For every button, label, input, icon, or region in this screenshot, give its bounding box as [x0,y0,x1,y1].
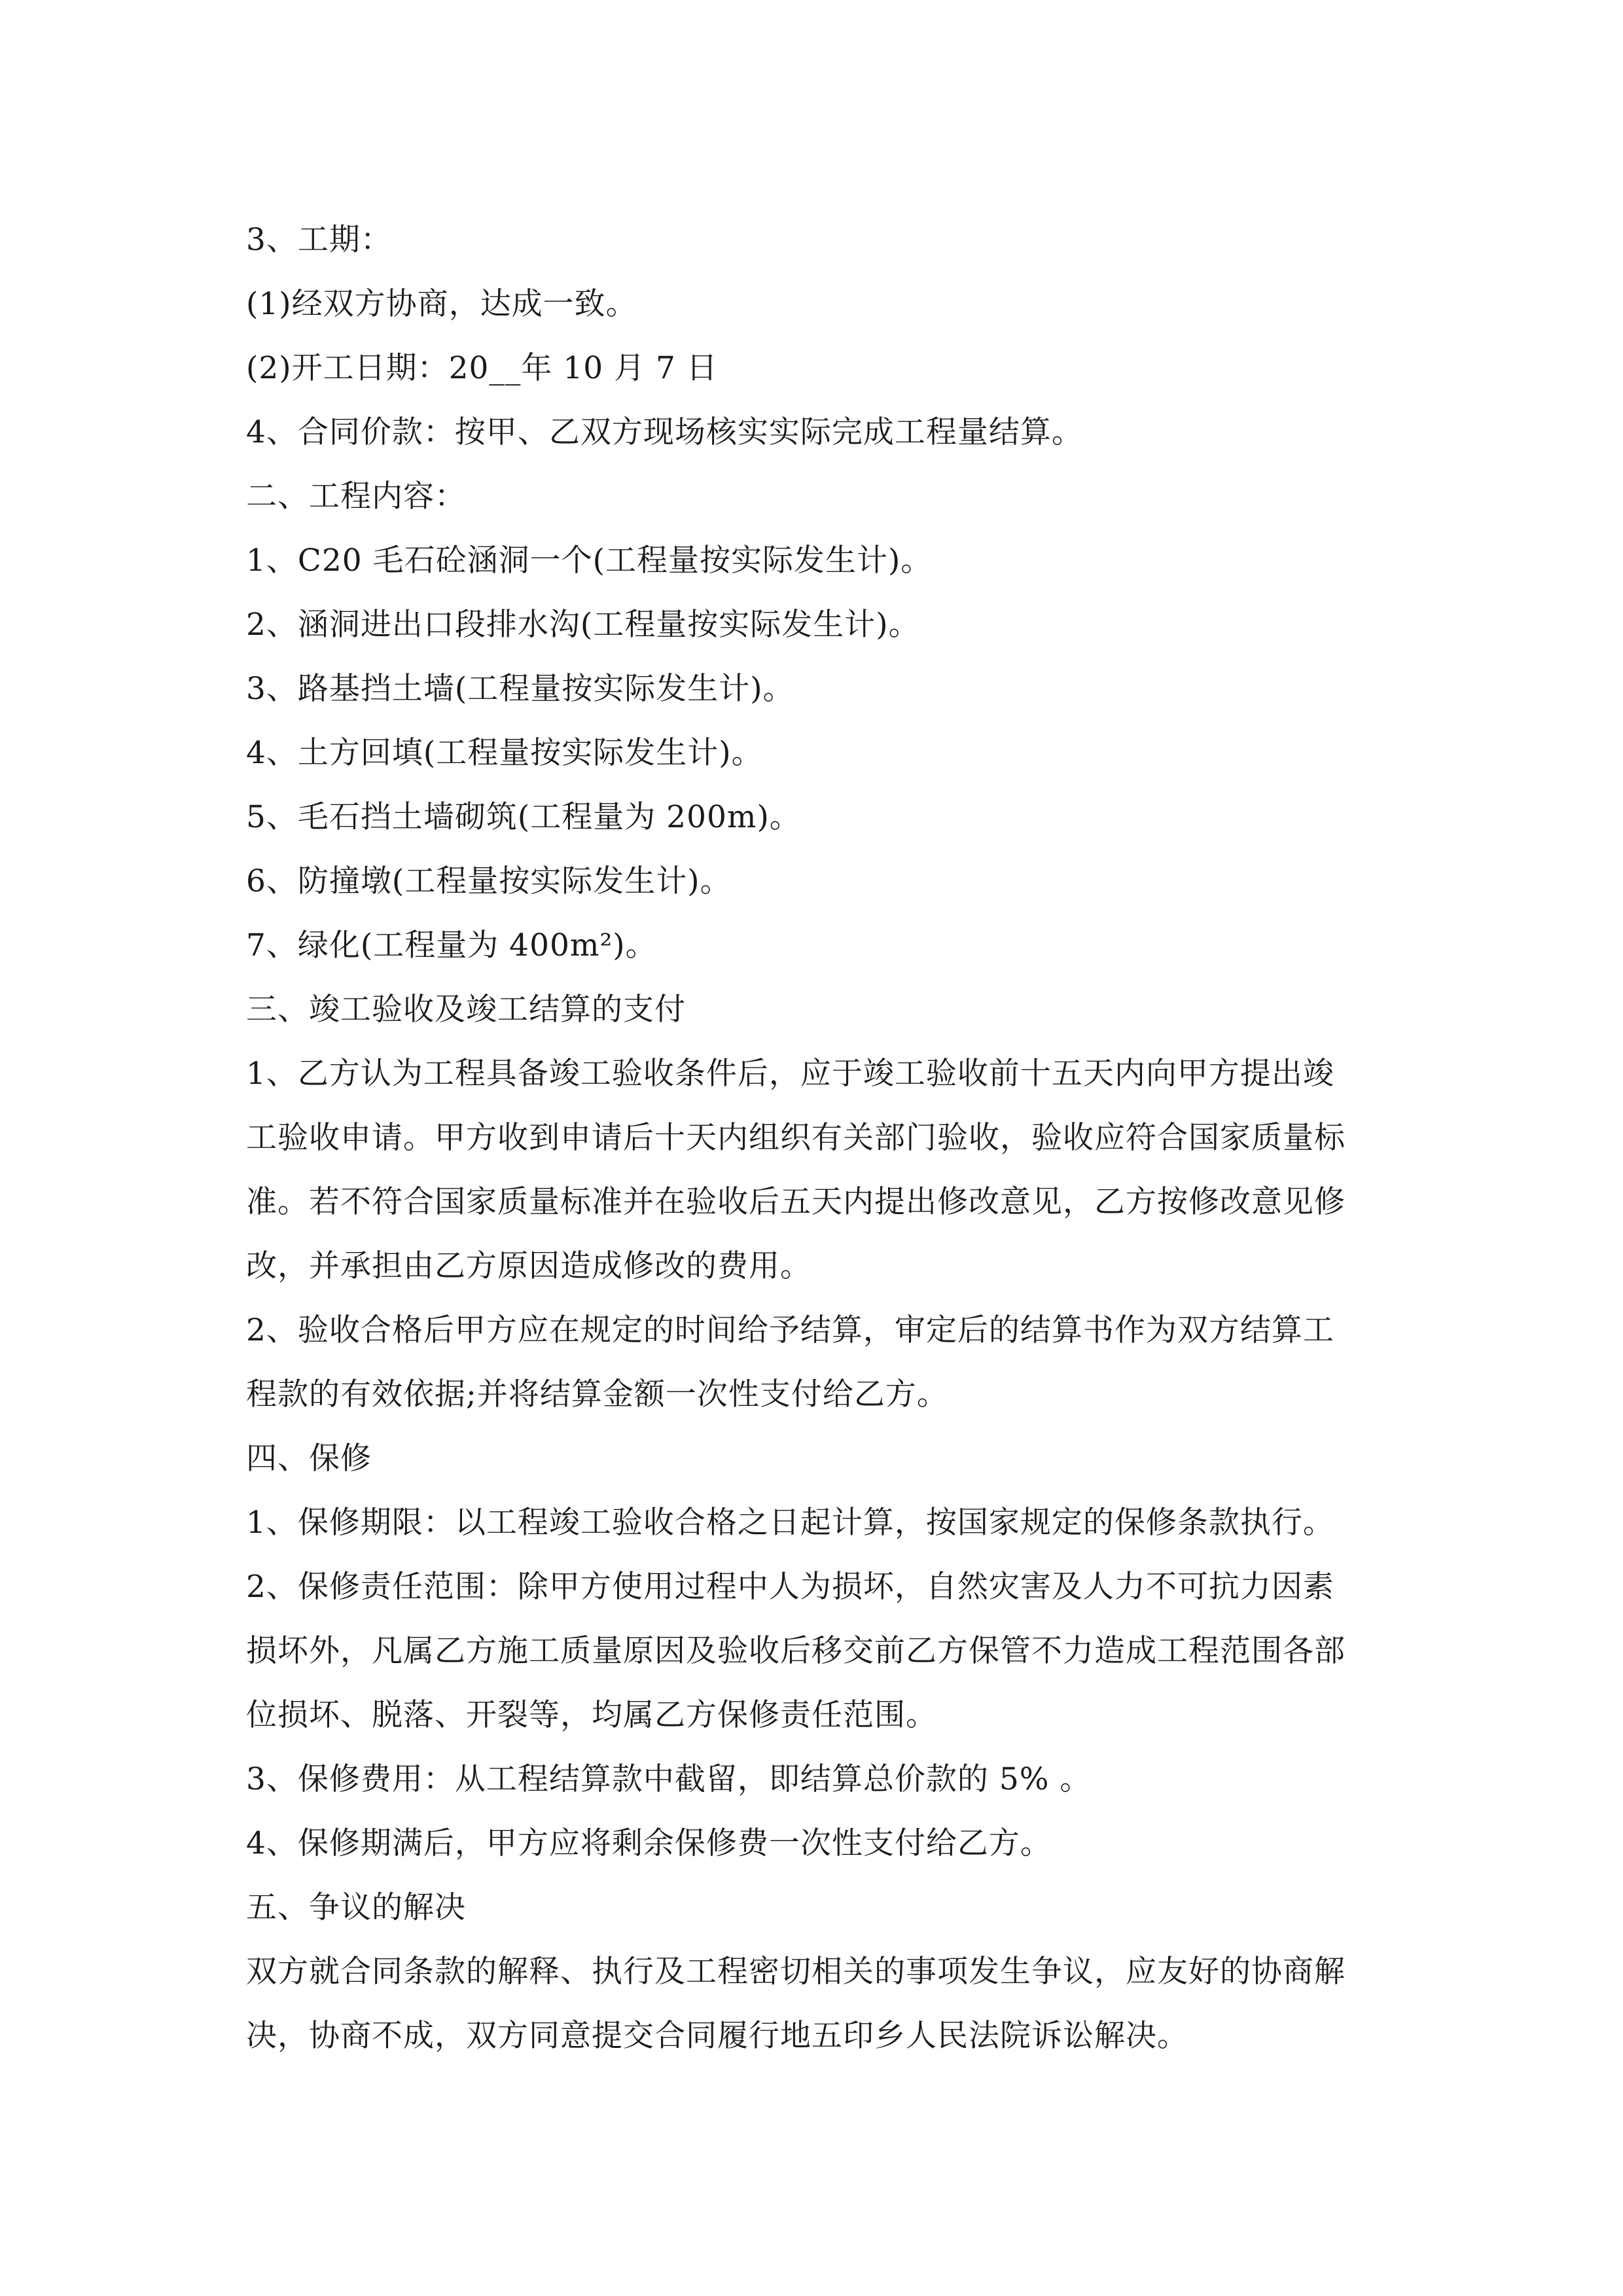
work-item-1: 1、C20 毛石砼涵洞一个(工程量按实际发生计)。 [246,543,933,579]
warranty-clause-2 [246,1555,1378,1748]
warranty-clause-3: 3、保修费用：从工程结算款中截留，即结算总价款的 5% 。 [246,1761,1092,1797]
work-item-7: 7、绿化(工程量为 400m²)。 [246,927,657,963]
document-body [246,208,1378,2068]
paragraph-line: 2、保修责任范围：除甲方使用过程中人为损坏，自然灾害及人力不可抗力因素 [246,1569,1334,1605]
paragraph-line: 1、乙方认为工程具备竣工验收条件后，应于竣工验收前十五天内向甲方提出竣 [246,1056,1334,1092]
clause-3-item-2-start-date: (2)开工日期：20__年 10 月 7 日 [246,350,718,386]
acceptance-clause-2 [246,1299,1378,1427]
dispute-resolution-clause [246,1940,1378,2068]
warranty-clause-1: 1、保修期限：以工程竣工验收合格之日起计算，按国家规定的保修条款执行。 [246,1505,1334,1541]
paragraph-line: 程款的有效依据;并将结算金额一次性支付给乙方。 [246,1376,948,1412]
section-2-heading: 二、工程内容： [246,478,466,514]
work-item-3: 3、路基挡土墙(工程量按实际发生计)。 [246,671,794,707]
paragraph-line: 2、验收合格后甲方应在规定的时间给予结算，审定后的结算书作为双方结算工 [246,1312,1334,1348]
paragraph-line: 决，协商不成，双方同意提交合同履行地五印乡人民法院诉讼解决。 [246,2018,1188,2054]
acceptance-clause-1 [246,1042,1378,1299]
paragraph-line: 损坏外，凡属乙方施工质量原因及验收后移交前乙方保管不力造成工程范围各部 [246,1633,1346,1669]
paragraph-line: 工验收申请。甲方收到申请后十天内组织有关部门验收，验收应符合国家质量标 [246,1120,1346,1156]
clause-4-contract-price: 4、合同价款：按甲、乙双方现场核实实际完成工程量结算。 [246,414,1083,450]
work-item-6: 6、防撞墩(工程量按实际发生计)。 [246,863,732,899]
clause-3-item-1: (1)经双方协商，达成一致。 [246,286,637,322]
work-item-4: 4、土方回填(工程量按实际发生计)。 [246,735,763,771]
paragraph-line: 准。若不符合国家质量标准并在验收后五天内提出修改意见，乙方按修改意见修 [246,1184,1346,1220]
paragraph-line: 双方就合同条款的解释、执行及工程密切相关的事项发生争议，应友好的协商解 [246,1954,1346,1990]
paragraph-line: 位损坏、脱落、开裂等，均属乙方保修责任范围。 [246,1697,937,1733]
section-4-heading: 四、保修 [246,1441,372,1477]
paragraph-line: 改，并承担由乙方原因造成修改的费用。 [246,1248,812,1284]
clause-3-duration-title: 3、工期： [246,222,392,258]
warranty-clause-4: 4、保修期满后，甲方应将剩余保修费一次性支付给乙方。 [246,1825,1052,1861]
section-5-heading: 五、争议的解决 [246,1890,466,1926]
work-item-5: 5、毛石挡土墙砌筑(工程量为 200m)。 [246,799,801,835]
work-item-2: 2、涵洞进出口段排水沟(工程量按实际发生计)。 [246,607,920,643]
section-3-heading: 三、竣工验收及竣工结算的支付 [246,992,686,1028]
